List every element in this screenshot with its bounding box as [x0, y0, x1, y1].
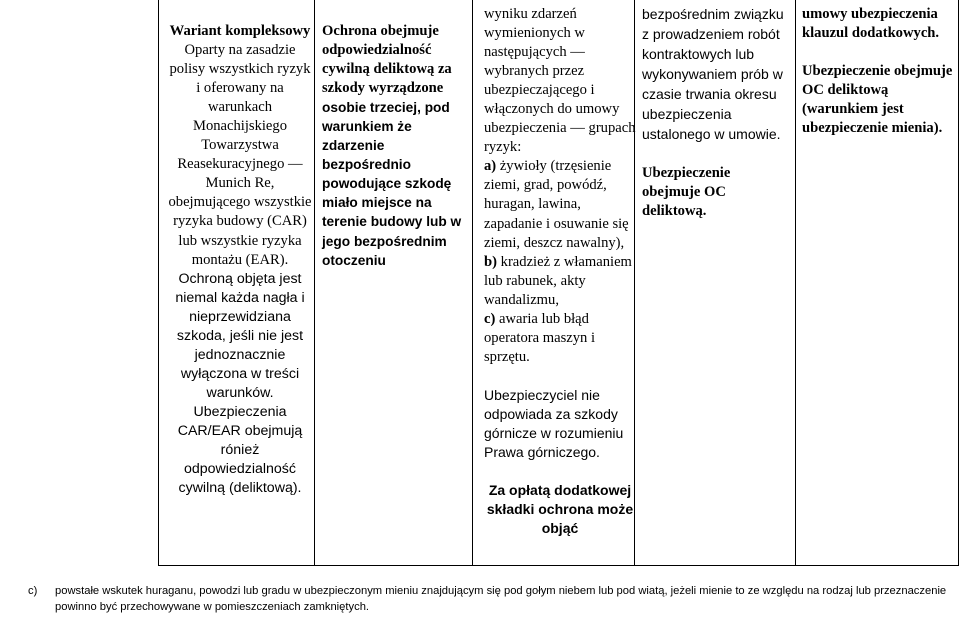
liability-intro-text: Ochrona obejmuje odpowiedzialność cywilną deliktową za szkody wyrządzone — [322, 23, 452, 97]
risk-item-b — [484, 253, 636, 310]
paragraph-gap — [642, 145, 788, 164]
paragraph-gap — [484, 462, 636, 481]
paragraph-gap — [802, 43, 954, 62]
risk-groups-intro: wyniku zdarzeń wymienionych w następujących — wybranych przez ubezpieczającego i włączonych do umowy ubezpieczenia — grupach ryzyk: — [484, 6, 636, 156]
column-divider — [472, 0, 473, 565]
risk-item-a-label: a) — [484, 158, 497, 175]
column-divider — [795, 0, 796, 565]
footnote-marker: c) — [28, 585, 38, 597]
risk-item-b-label: b) — [484, 253, 497, 270]
table-border-left — [158, 0, 159, 565]
risk-item-c — [484, 310, 636, 367]
variant-basis-text: Oparty na zasadzie polisy wszystkich ryzyk i oferowany na warunkach Monachijskiego Towarzystwa Reasekuracyjnego — Munich Re, obejmującego wszystkie ryzyka budowy (CAR) lub wszystkie ryzyka montażu (EAR). — [168, 42, 312, 268]
liability-condition-text: osobie trzeciej, pod warunkiem że zdarzenie bezpośrednio powodujące szkodę miało miejsce na terenie budowy lub w jego bezpośrednim otoczeniu — [322, 100, 462, 268]
oc-property-condition-text: Ubezpieczenie obejmuje OC deliktową (warunkiem jest ubezpieczenie mienia). — [802, 63, 953, 137]
variant-coverage-text: Ochroną objęta jest niemal każda nagła i nieprzewidziana szkoda, jeśli nie jest jednoznacznie wyłączona w treści warunków. Ubezpieczenia CAR/EAR obejmują rónież odpowiedzialność cywilną (deliktową). — [175, 270, 305, 497]
column-divider — [314, 0, 315, 565]
risk-item-c-label: c) — [484, 310, 496, 327]
risk-item-c-text: awaria lub błąd operatora maszyn i sprzętu. — [484, 310, 596, 365]
oc-coverage-text: Ubezpieczenie obejmuje OC deliktową. — [642, 165, 731, 220]
cell-additional-clauses — [802, 0, 954, 138]
contract-works-text: bezpośrednim związku z prowadzeniem robót kontraktowych lub wykonywaniem prób w czasie trwania okresu ubezpieczenia ustalonego w umowie. — [642, 6, 784, 143]
risk-item-a — [484, 157, 636, 252]
footnote-text: powstałe wskutek huraganu, powodzi lub gradu w ubezpieczonym mieniu znajdującym się pod gołym niebem lub pod wiatą, jeżeli mienie to ze względu na rodzaj lub przeznaczenie powinno być przechowywane w pomieszczeniach zamkniętych. — [55, 585, 947, 613]
risk-item-b-text: kradzież z włamaniem lub rabunek, akty wandalizmu, — [484, 253, 632, 308]
mining-exclusion-text: Ubezpieczyciel nie odpowiada za szkody górnicze w rozumieniu Prawa górniczego. — [484, 386, 624, 461]
cell-variant-description — [166, 0, 314, 498]
additional-clauses-text: umowy ubezpieczenia klauzul dodatkowych. — [802, 6, 940, 42]
risk-item-a-text: żywioły (trzęsienie ziemi, grad, powódź, huragan, lawina, zapadanie i osuwanie się ziemi, deszcz nawalny), — [484, 158, 629, 251]
variant-title: Wariant kompleksowy — [169, 23, 311, 39]
paragraph-gap — [484, 367, 636, 386]
additional-premium-text: Za opłatą dodatkowej składki ochrona może objąć — [486, 482, 634, 537]
cell-contract-works — [642, 0, 788, 221]
cell-risk-groups — [484, 0, 636, 538]
cell-liability-scope — [322, 0, 468, 270]
footnote — [28, 583, 948, 615]
